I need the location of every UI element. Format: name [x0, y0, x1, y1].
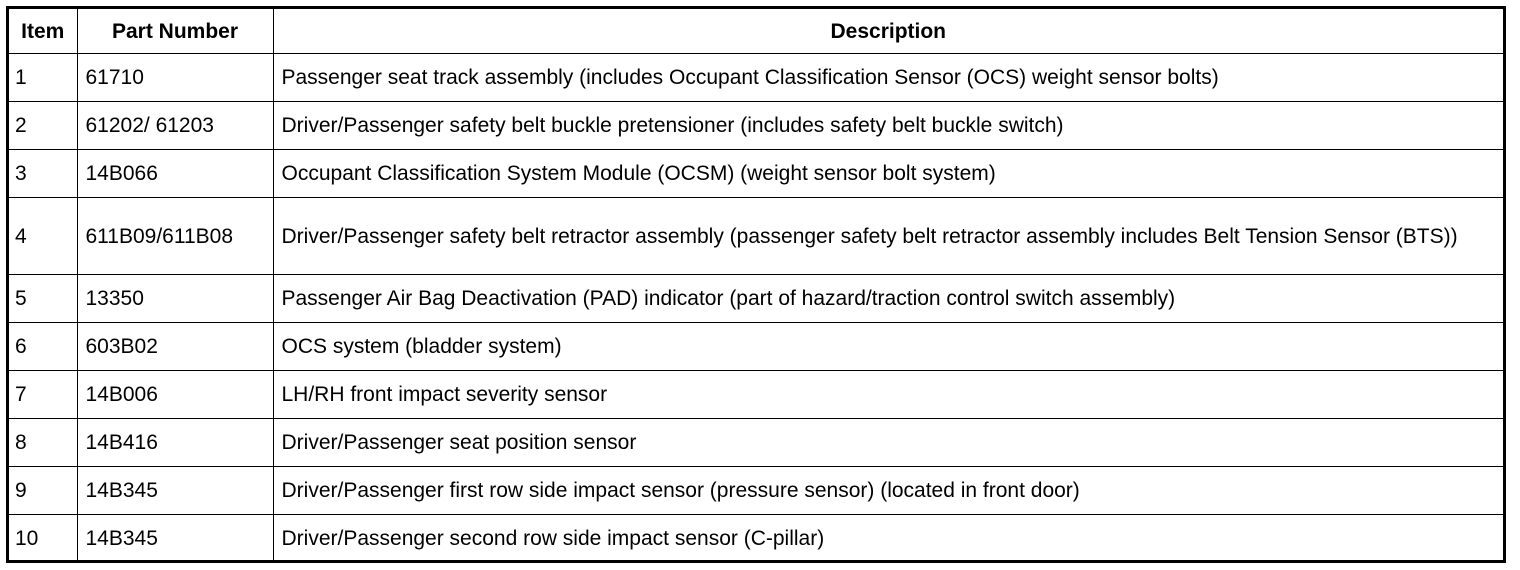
cell-item: 9: [9, 467, 77, 515]
parts-table-frame: [6, 6, 1506, 563]
cell-part-number: 14B416: [77, 419, 273, 467]
header-item: Item: [9, 9, 77, 54]
table-row: [9, 54, 1503, 102]
header-part-number: Part Number: [77, 9, 273, 54]
cell-item: 1: [9, 54, 77, 102]
cell-description: OCS system (bladder system): [273, 323, 1503, 371]
cell-description: Passenger Air Bag Deactivation (PAD) indicator (part of hazard/traction control switch assembly): [273, 275, 1503, 323]
cell-description: LH/RH front impact severity sensor: [273, 371, 1503, 419]
cell-part-number: 14B345: [77, 467, 273, 515]
cell-item: 6: [9, 323, 77, 371]
table-row: [9, 323, 1503, 371]
table-header-row: [9, 9, 1503, 54]
table-row: [9, 371, 1503, 419]
cell-item: 8: [9, 419, 77, 467]
table-row: [9, 467, 1503, 515]
cell-description: Driver/Passenger seat position sensor: [273, 419, 1503, 467]
parts-table: [9, 9, 1503, 562]
cell-item: 7: [9, 371, 77, 419]
cell-item: 3: [9, 150, 77, 198]
cell-item: 5: [9, 275, 77, 323]
table-row: [9, 150, 1503, 198]
cell-description: Driver/Passenger second row side impact sensor (C-pillar): [273, 515, 1503, 563]
cell-part-number: 603B02: [77, 323, 273, 371]
table-row: [9, 198, 1503, 275]
cell-description: Driver/Passenger first row side impact sensor (pressure sensor) (located in front door): [273, 467, 1503, 515]
cell-part-number: 14B006: [77, 371, 273, 419]
cell-item: 10: [9, 515, 77, 563]
cell-part-number: 14B066: [77, 150, 273, 198]
table-row: [9, 419, 1503, 467]
cell-item: 2: [9, 102, 77, 150]
cell-part-number: 61202/ 61203: [77, 102, 273, 150]
table-row: [9, 275, 1503, 323]
cell-description: Driver/Passenger safety belt buckle pretensioner (includes safety belt buckle switch): [273, 102, 1503, 150]
header-description: Description: [273, 9, 1503, 54]
cell-description: Driver/Passenger safety belt retractor assembly (passenger safety belt retractor assembly includes Belt Tension Sensor (BTS)): [273, 198, 1503, 275]
cell-description: Passenger seat track assembly (includes Occupant Classification Sensor (OCS) weight sensor bolts): [273, 54, 1503, 102]
cell-part-number: 14B345: [77, 515, 273, 563]
cell-item: 4: [9, 198, 77, 275]
cell-description: Occupant Classification System Module (OCSM) (weight sensor bolt system): [273, 150, 1503, 198]
table-row: [9, 102, 1503, 150]
cell-part-number: 61710: [77, 54, 273, 102]
cell-part-number: 611B09/611B08: [77, 198, 273, 275]
cell-part-number: 13350: [77, 275, 273, 323]
table-row: [9, 515, 1503, 563]
